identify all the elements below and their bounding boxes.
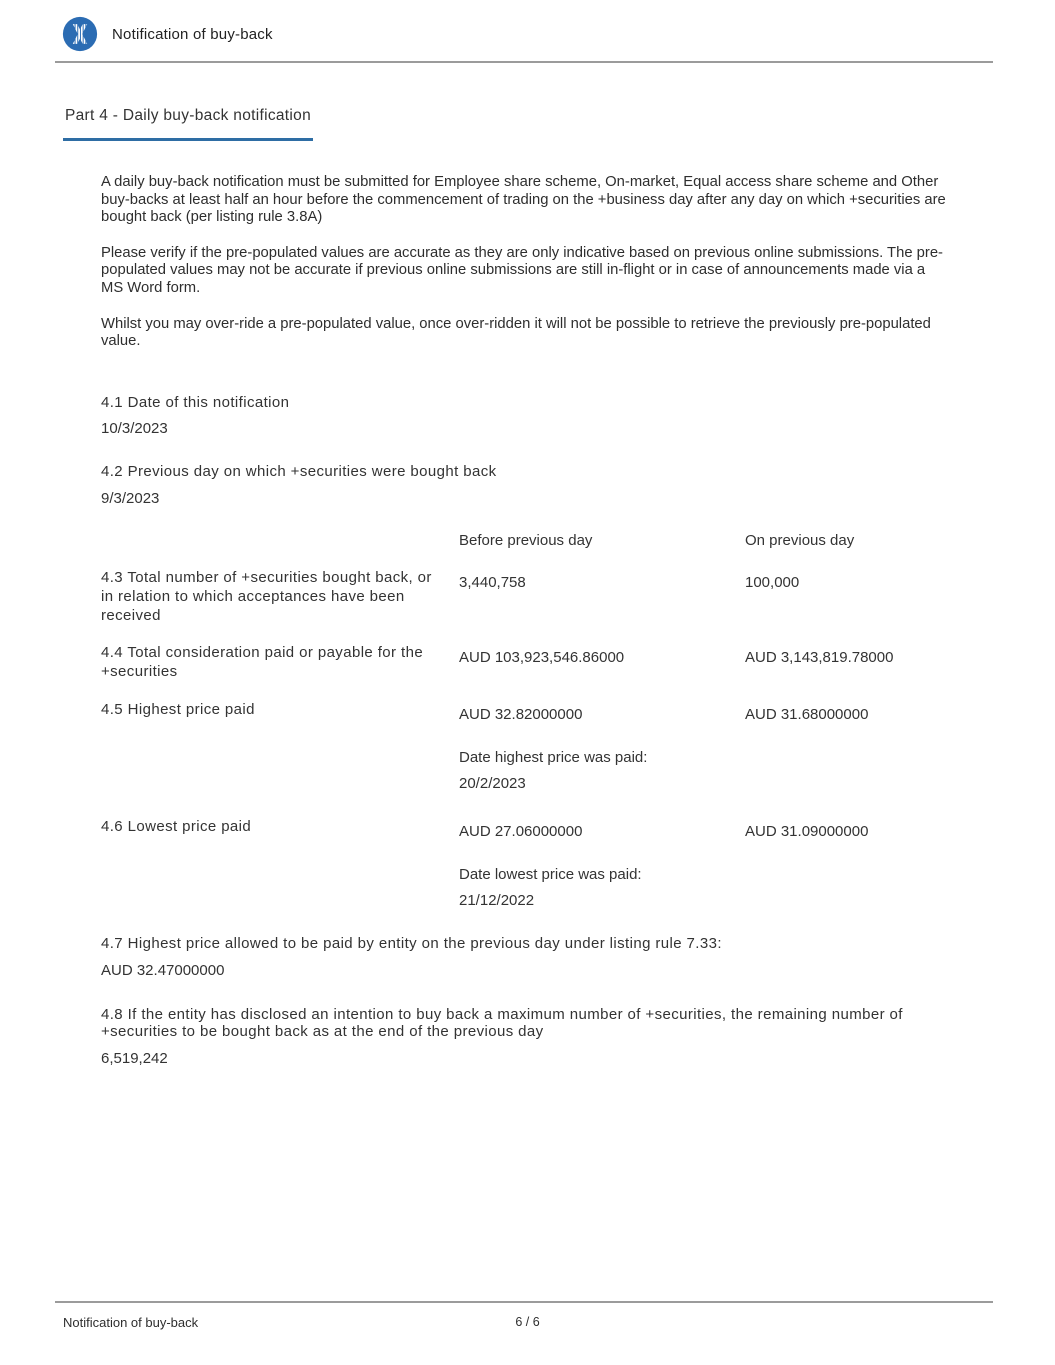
intro-paragraph-2: Please verify if the pre-populated values are accurate as they are only indicative based on previous online submissions. The pre-populated values may not be accurate if previous online submissions are still in-flight or in case of announcements made via a MS Word form. xyxy=(101,244,943,296)
row-4-4-on-value: AUD 3,143,819.78000 xyxy=(745,648,894,666)
header-divider xyxy=(55,61,993,63)
row-4-3-before-value: 3,440,758 xyxy=(459,573,526,591)
asx-logo-icon xyxy=(62,16,98,52)
row-4-6-on-value: AUD 31.09000000 xyxy=(745,822,869,840)
row-4-4-before-value: AUD 103,923,546.86000 xyxy=(459,648,625,666)
table-header-spacer xyxy=(101,532,459,549)
field-4-8 xyxy=(101,1006,949,1067)
field-4-7-value: AUD 32.47000000 xyxy=(101,961,225,979)
part-heading: Part 4 - Daily buy-back notification xyxy=(63,107,313,141)
field-4-8-value: 6,519,242 xyxy=(101,1049,168,1067)
column-header-before-previous-day: Before previous day xyxy=(459,531,593,549)
buyback-table xyxy=(101,532,953,909)
table-row-4-5 xyxy=(101,700,953,792)
table-row-4-3 xyxy=(101,568,953,625)
intro-paragraphs xyxy=(101,174,946,351)
field-4-8-label: 4.8 If the entity has disclosed an intention to buy back a maximum number of +securities, the remaining number of +securities to be bought back as at the end of the previous day xyxy=(101,1005,903,1041)
row-4-6-date-label: Date lowest price was paid: xyxy=(459,865,642,883)
footer-title: Notification of buy-back xyxy=(63,1315,199,1330)
row-4-3-label: 4.3 Total number of +securities bought back, or in relation to which acceptances have been received xyxy=(101,568,432,624)
field-4-7 xyxy=(101,935,949,979)
field-4-1 xyxy=(101,394,949,438)
row-4-6-date-value: 21/12/2022 xyxy=(459,891,535,909)
page-number: 6 / 6 xyxy=(515,1315,540,1329)
document-footer xyxy=(0,1301,1055,1329)
document-header xyxy=(0,0,1055,52)
field-4-2-value: 9/3/2023 xyxy=(101,489,160,507)
table-header-row xyxy=(101,532,953,549)
row-4-5-date-label: Date highest price was paid: xyxy=(459,748,648,766)
row-4-4-label: 4.4 Total consideration paid or payable for the +securities xyxy=(101,643,424,680)
footer-divider xyxy=(55,1301,993,1303)
row-4-5-on-value: AUD 31.68000000 xyxy=(745,705,869,723)
field-4-2-label: 4.2 Previous day on which +securities were bought back xyxy=(101,463,497,481)
intro-paragraph-1: A daily buy-back notification must be submitted for Employee share scheme, On-market, Equal access share scheme and Other buy-backs at least half an hour before the commencement of trading on the +business day after any day on which +securities are bought back (per listing rule 3.8A) xyxy=(101,174,946,226)
row-4-5-label: 4.5 Highest price paid xyxy=(101,700,255,718)
intro-paragraph-3: Whilst you may over-ride a pre-populated value, once over-ridden it will not be possible to retrieve the previously pre-populated value. xyxy=(101,315,931,350)
footer-row xyxy=(0,1315,1055,1329)
row-4-6-label: 4.6 Lowest price paid xyxy=(101,817,252,835)
field-4-1-label: 4.1 Date of this notification xyxy=(101,393,290,411)
row-4-5-date-value: 20/2/2023 xyxy=(459,774,526,792)
row-4-6-before-cell xyxy=(459,817,745,909)
column-header-on-previous-day: On previous day xyxy=(745,531,855,549)
row-4-5-before-value: AUD 32.82000000 xyxy=(459,705,583,723)
field-4-1-value: 10/3/2023 xyxy=(101,420,168,438)
row-4-5-before-cell xyxy=(459,700,745,792)
row-4-3-on-value: 100,000 xyxy=(745,573,800,591)
table-row-4-6 xyxy=(101,817,953,909)
table-row-4-4 xyxy=(101,643,953,681)
field-4-7-label: 4.7 Highest price allowed to be paid by entity on the previous day under listing rule 7.33: xyxy=(101,934,722,952)
row-4-6-before-value: AUD 27.06000000 xyxy=(459,822,583,840)
document-title: Notification of buy-back xyxy=(112,25,273,43)
field-4-2 xyxy=(101,463,949,507)
